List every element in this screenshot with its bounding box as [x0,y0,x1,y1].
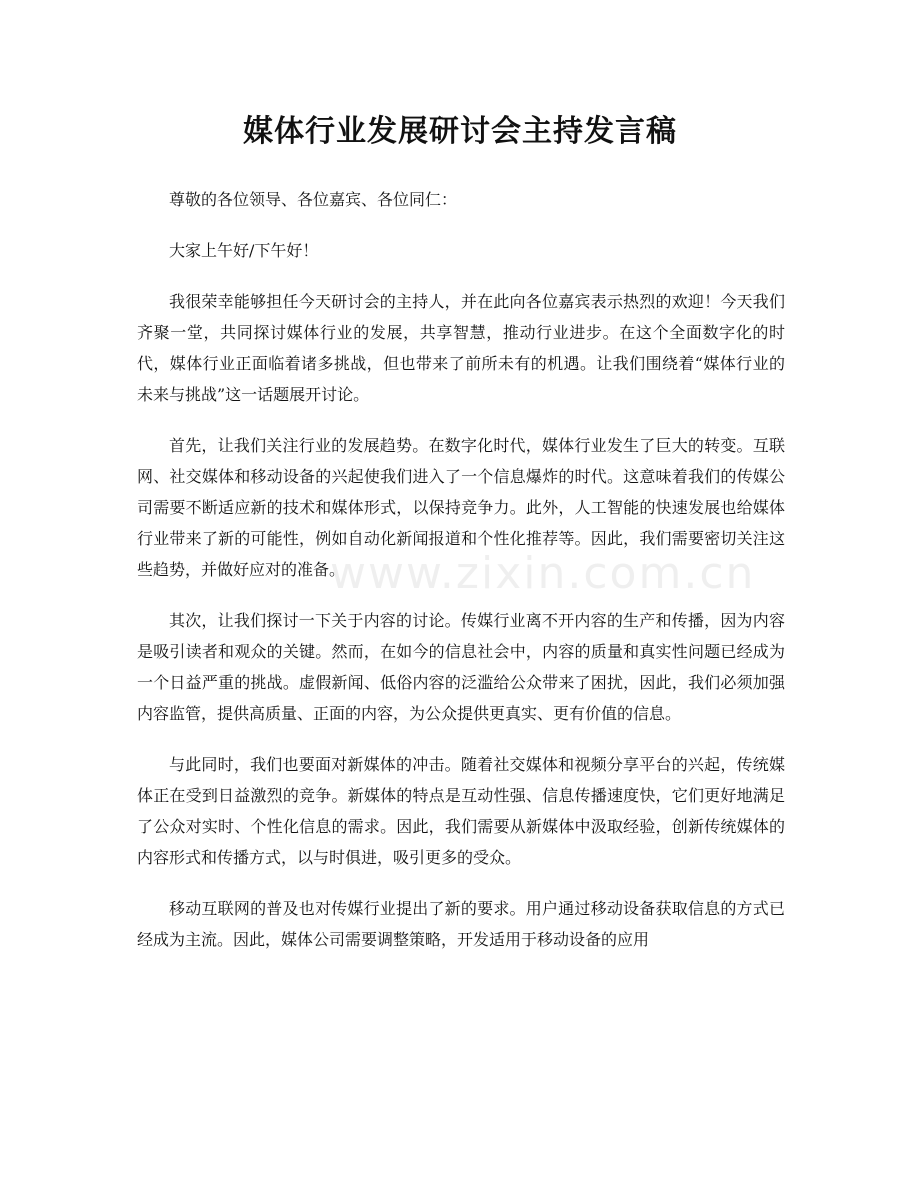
watermark: www.zixin.com.cn [330,548,756,599]
paragraph-mobile: 移动互联网的普及也对传媒行业提出了新的要求。用户通过移动设备获取信息的方式已经成为主流。因此，媒体公司需要调整策略，开发适用于移动设备的应用 [137,899,785,949]
document-title: 媒体行业发展研讨会主持发言稿 [243,114,677,149]
paragraph-intro: 我很荣幸能够担任今天研讨会的主持人，并在此向各位嘉宾表示热烈的欢迎！今天我们齐聚一堂，共同探讨媒体行业的发展，共享智慧，推动行业进步。在这个全面数字化的时代，媒体行业正面临着诸多挑战，但也带来了前所未有的机遇。让我们围绕着“媒体行业的未来与挑战”这一话题展开讨论。 [137,292,785,404]
greeting: 大家上午好/下午好！ [169,241,319,260]
paragraph-trends: 首先，让我们关注行业的发展趋势。在数字化时代，媒体行业发生了巨大的转变。互联网、社交媒体和移动设备的兴起使我们进入了一个信息爆炸的时代。这意味着我们的传媒公司需要不断适应新的技术和媒体形式，以保持竞争力。此外，人工智能的快速发展也给媒体行业带来了新的可能性，例如自动化新闻报道和个性化推荐等。因此，我们需要密切关注这些趋势，并做好应对的准备。 [137,436,785,579]
paragraph-new-media: 与此同时，我们也要面对新媒体的冲击。随着社交媒体和视频分享平台的兴起，传统媒体正在受到日益激烈的竞争。新媒体的特点是互动性强、信息传播速度快，它们更好地满足了公众对实时、个性化信息的需求。因此，我们需要从新媒体中汲取经验，创新传统媒体的内容形式和传播方式，以与时俱进，吸引更多的受众。 [137,755,785,867]
salutation: 尊敬的各位领导、各位嘉宾、各位同仁： [169,190,458,209]
document-body [137,184,785,975]
paragraph-content: 其次，让我们探讨一下关于内容的讨论。传媒行业离不开内容的生产和传播，因为内容是吸引读者和观众的关键。然而，在如今的信息社会中，内容的质量和真实性问题已经成为一个日益严重的挑战。虚假新闻、低俗内容的泛滥给公众带来了困扰，因此，我们必须加强内容监管，提供高质量、正面的内容，为公众提供更真实、更有价值的信息。 [137,611,785,723]
